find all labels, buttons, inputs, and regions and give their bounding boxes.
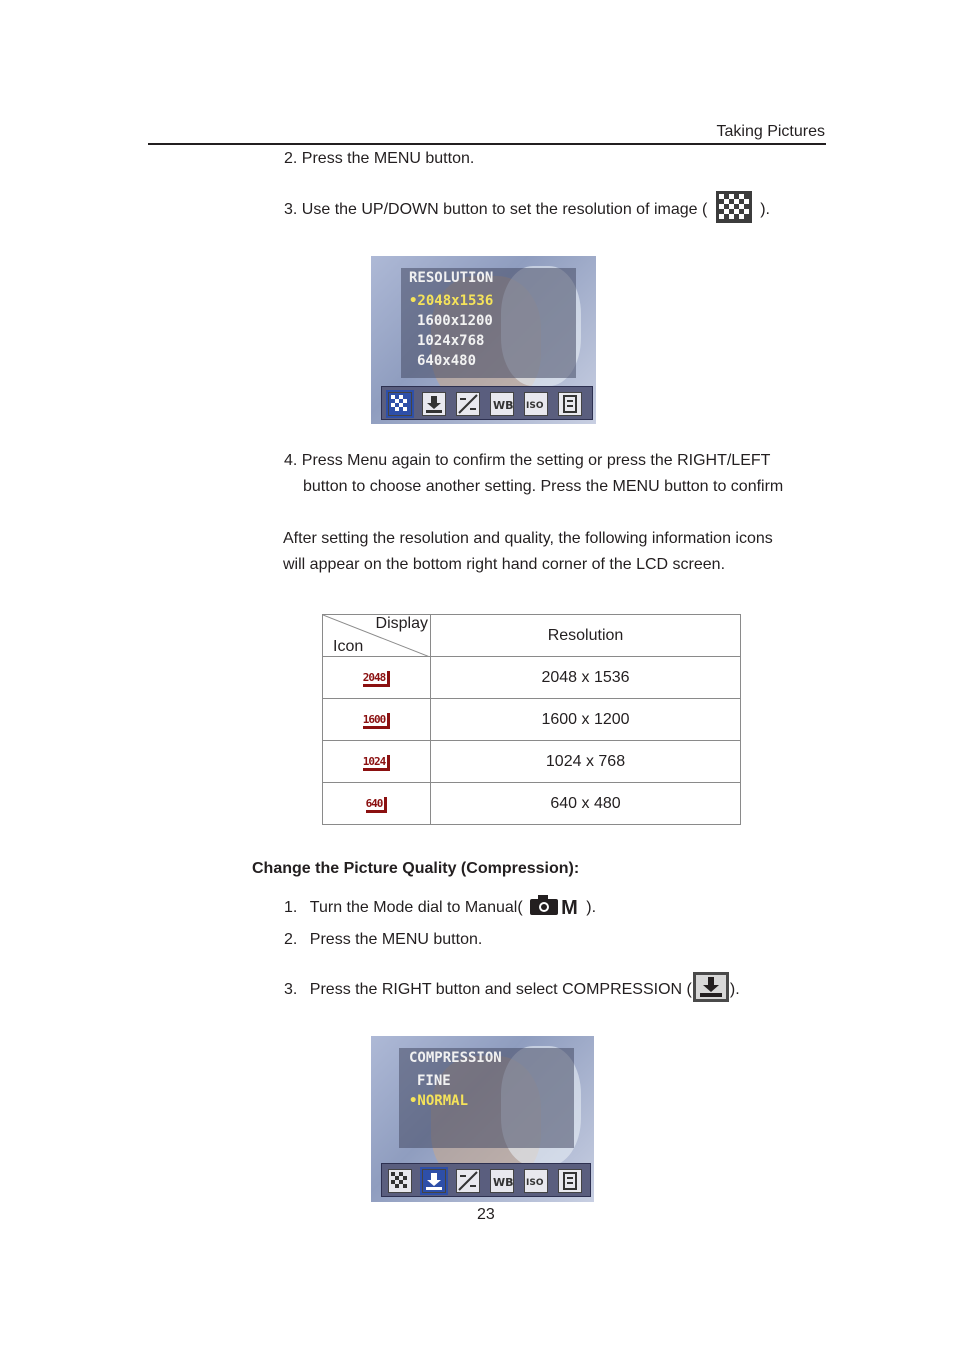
- lcd-icon-bar: [381, 1163, 591, 1197]
- exposure-icon: [456, 1169, 480, 1193]
- lcd-resolution-screen: [371, 256, 596, 424]
- table-icon-cell: [323, 699, 431, 741]
- compression-step-1-text-after: ).: [586, 899, 597, 917]
- table-resolution-cell: 1600 x 1200: [431, 699, 741, 741]
- table-header-diagonal-cell: [323, 615, 431, 657]
- compression-step-2-text: Press the MENU button.: [309, 931, 483, 948]
- lcd-compression-screen: [371, 1036, 594, 1202]
- iso-icon: [524, 392, 548, 416]
- info-paragraph-line-1: After setting the resolution and quality, the following information icons: [283, 530, 773, 547]
- compression-step-3-text-before: Press the RIGHT button and select COMPRESSION (: [309, 981, 692, 999]
- lcd-menu-option: 1600x1200: [417, 313, 493, 329]
- step-2-text: 2. Press the MENU button.: [284, 150, 475, 167]
- lcd-icon-bar: [381, 386, 593, 420]
- lcd-menu-option: 640x480: [417, 353, 477, 369]
- svg-text:ISO: ISO: [526, 401, 544, 411]
- info-paragraph-line-2: will appear on the bottom right hand corner of the LCD screen.: [283, 556, 726, 573]
- compression-step-1-number: 1.: [284, 899, 298, 917]
- svg-text:WB: WB: [493, 399, 513, 412]
- compression-heading: Change the Picture Quality (Compression):: [252, 860, 580, 877]
- table-row: [323, 741, 741, 783]
- table-row: [323, 657, 741, 699]
- svg-text:ISO: ISO: [526, 1178, 544, 1188]
- compression-step-2: [284, 930, 482, 950]
- resolution-icon-table: [322, 614, 741, 825]
- compression-step-3: [284, 971, 740, 1009]
- step-4-line-1: 4. Press Menu again to confirm the setting or press the RIGHT/LEFT: [284, 452, 771, 469]
- manual-mode-letter: M: [561, 897, 578, 919]
- compression-step-2-number: 2.: [284, 931, 298, 948]
- exposure-icon: [456, 392, 480, 416]
- setup-icon: [558, 392, 582, 416]
- table-header-row: [323, 615, 741, 657]
- section-title: Taking Pictures: [716, 123, 825, 140]
- table-header-resolution: Resolution: [431, 615, 741, 657]
- lcd-menu-option: •2048x1536: [409, 293, 494, 309]
- resolution-icon: [388, 1169, 412, 1193]
- white-balance-icon: [490, 1169, 514, 1193]
- resolution-1600-icon: 1600: [363, 713, 391, 729]
- resolution-checker-icon: [716, 191, 752, 229]
- compression-icon: [692, 971, 730, 1009]
- table-icon-cell: [323, 657, 431, 699]
- manual-mode-icon: [529, 894, 559, 922]
- table-resolution-cell: 640 x 480: [431, 783, 741, 825]
- white-balance-icon: [490, 392, 514, 416]
- table-row: [323, 699, 741, 741]
- iso-icon: [524, 1169, 548, 1193]
- compression-step-3-text-after: ).: [729, 981, 740, 999]
- step-4-line-2: button to choose another setting. Press the MENU button to confirm: [303, 478, 784, 495]
- lcd-menu-title: RESOLUTION: [409, 270, 494, 286]
- resolution-2048-icon: 2048: [363, 671, 391, 687]
- step-3-text-after: ).: [760, 201, 770, 219]
- svg-text:WB: WB: [493, 1176, 513, 1189]
- table-icon-cell: [323, 741, 431, 783]
- compression-icon: [422, 1169, 446, 1193]
- step-3-text-before: 3. Use the UP/DOWN button to set the resolution of image (: [284, 201, 708, 219]
- compression-step-1: [284, 894, 596, 922]
- compression-icon: [422, 392, 446, 416]
- lcd-menu-title: COMPRESSION: [409, 1050, 502, 1066]
- lcd-menu-option: FINE: [417, 1073, 451, 1089]
- step-3-text: [284, 191, 770, 229]
- compression-step-1-text-before: Turn the Mode dial to Manual(: [309, 899, 523, 917]
- setup-icon: [558, 1169, 582, 1193]
- page-number: 23: [477, 1206, 495, 1223]
- lcd-menu-option: 1024x768: [417, 333, 485, 349]
- compression-step-3-number: 3.: [284, 981, 298, 999]
- header-rule: [148, 143, 826, 145]
- table-resolution-cell: 2048 x 1536: [431, 657, 741, 699]
- resolution-icon: [388, 392, 412, 416]
- table-resolution-cell: 1024 x 768: [431, 741, 741, 783]
- table-icon-cell: [323, 783, 431, 825]
- table-row: [323, 783, 741, 825]
- lcd-menu-option: •NORMAL: [409, 1093, 469, 1109]
- table-header-icon: Icon: [333, 638, 364, 655]
- resolution-1024-icon: 1024: [363, 755, 391, 771]
- resolution-640-icon: 640: [366, 797, 388, 813]
- table-header-display: Display: [375, 615, 428, 632]
